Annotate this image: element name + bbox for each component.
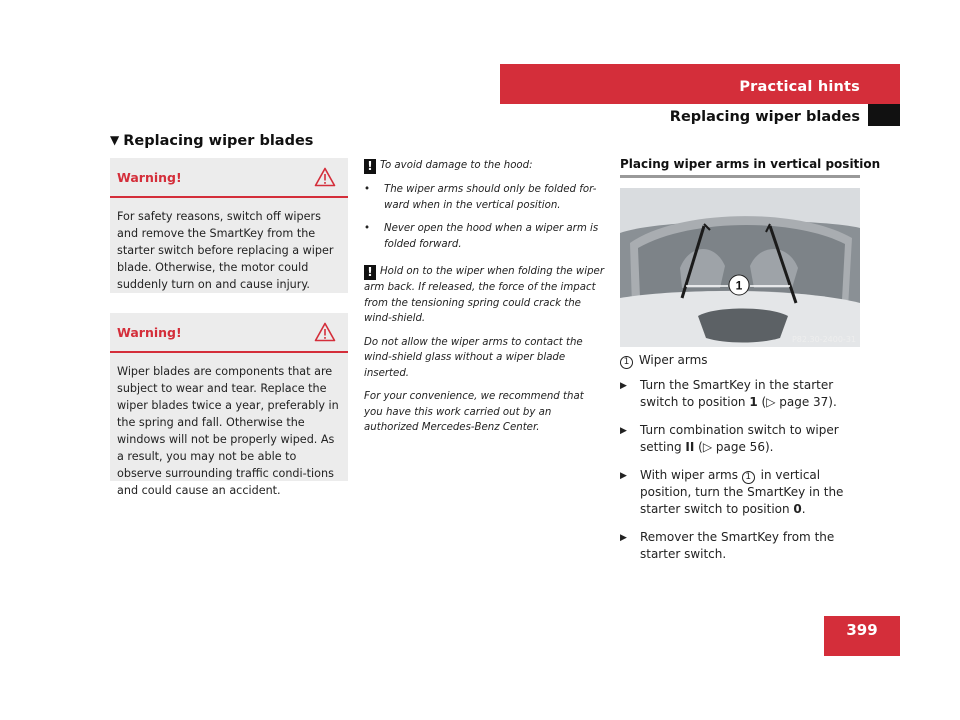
note-text: For your convenience, we recommend that you have this work carried out by an authorized Mercedes-Benz Center. (364, 391, 584, 433)
warning-text: Wiper blades are components that are subject to wear and tear. Replace the wiper blades twice a year, preferably in the spring and fall. Otherwise the windows will not be properly wiped. As a result, you may not be able to observe surrounding traffic condi-tions and could cause an accident. (117, 365, 339, 497)
warning-box (110, 158, 348, 293)
list-item: ▶ With wiper arms 1 in vertical position, turn the SmartKey in the starter switch to position 0. (620, 468, 844, 516)
note-intro: ! To avoid damage to the hood: (364, 158, 604, 174)
callout-number: 1 (742, 471, 755, 484)
warning-triangle-icon (314, 322, 336, 342)
arrow-bullet-icon: ▶ (620, 471, 627, 481)
header-marker (868, 104, 900, 126)
triangle-down-icon: ▼ (110, 133, 120, 147)
page-title: ▼ Replacing wiper blades (110, 133, 314, 149)
exclamation-note-icon: ! (364, 265, 376, 280)
windshield-photo (620, 188, 860, 347)
photo-code: P82.30-2400-31 (791, 335, 856, 344)
arrow-bullet-icon: ▶ (620, 426, 627, 436)
arrow-bullet-icon: ▶ (620, 381, 627, 391)
windshield-illustration (620, 188, 860, 347)
photo-legend: 1 Wiper arms (620, 353, 708, 369)
note-text: ! Hold on to the wiper when folding the wiper arm back. If released, the force of the impact from the tensioning spring could crack the wind-shield. (364, 265, 605, 324)
bullet-dot-icon: • (364, 184, 371, 195)
list-item: ▶ Turn combination switch to wiper setting II (▷ page 56). (620, 423, 839, 454)
warning-triangle-icon (314, 167, 336, 187)
page-number: 399 (846, 621, 878, 639)
note-bullet: • The wiper arms should only be folded for-ward when in the vertical position. (364, 182, 604, 213)
subsection-heading: Placing wiper arms in vertical position (620, 157, 881, 171)
instruction-steps (620, 377, 865, 574)
page-number-box (824, 616, 900, 656)
list-item: ▶ Turn the SmartKey in the starter switch to position 1 (▷ page 37). (620, 378, 837, 409)
notes-column (364, 158, 604, 436)
list-item: ▶ Remover the SmartKey from the starter switch. (620, 530, 835, 561)
section-name: Practical hints (739, 79, 860, 95)
warning-box (110, 313, 348, 497)
header-band (500, 64, 900, 104)
exclamation-note-icon: ! (364, 159, 376, 174)
warning-text: For safety reasons, switch off wipers and remove the SmartKey from the starter switch before replacing a wiper blade. Otherwise, the motor could suddenly turn on and cause injury. (117, 210, 334, 291)
subsection-name: Replacing wiper blades (669, 109, 860, 125)
note-bullet: • Never open the hood when a wiper arm is folded forward. (364, 221, 604, 252)
photo-callout: 1 (735, 278, 743, 293)
bullet-dot-icon: • (364, 223, 371, 234)
warning-title: Warning! (117, 170, 182, 185)
arrow-bullet-icon: ▶ (620, 533, 627, 543)
heading-rule (620, 175, 860, 178)
warning-title: Warning! (117, 325, 182, 340)
callout-number: 1 (620, 356, 633, 369)
note-text: Do not allow the wiper arms to contact the wind-shield glass without a wiper blade inserted. (364, 336, 583, 379)
